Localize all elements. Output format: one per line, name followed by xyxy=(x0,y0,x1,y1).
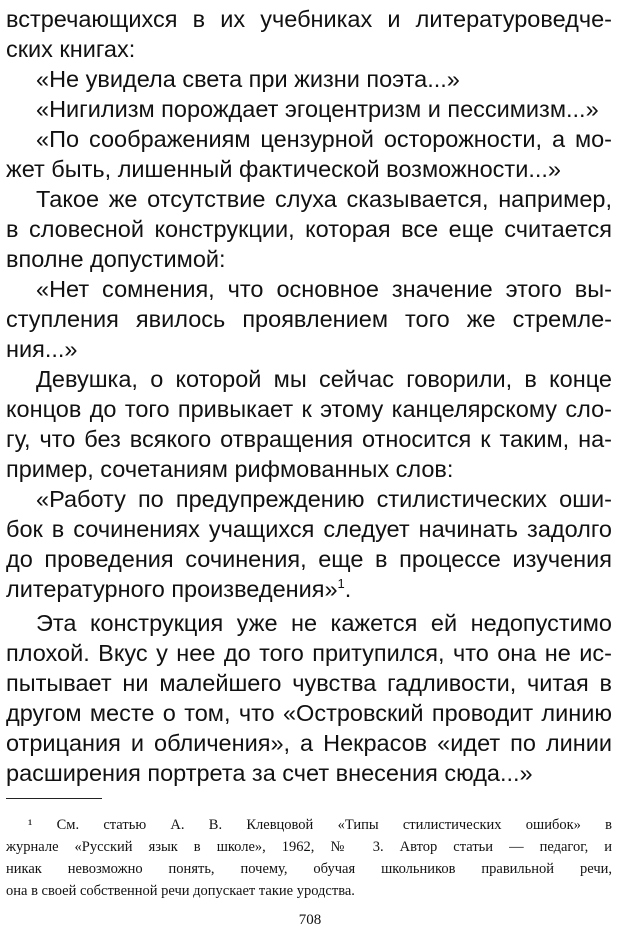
footnote-line: никак невозможно понять, почему, обучая школьников правильной речи, xyxy=(6,861,612,877)
text-line: ния...» xyxy=(6,336,78,362)
quote-line: «Нигилизм порождает эгоцентризм и пессимизм...» xyxy=(36,96,599,122)
quote-line: «По соображениям цензурной осторожности, а мо- xyxy=(36,126,612,152)
text-line: пример, сочетаниям рифмованных слов: xyxy=(6,456,454,482)
text-line: бок в сочинениях учащихся следует начинать задолго xyxy=(6,516,612,542)
text-line: концов до того привыкает к этому канцелярскому сло- xyxy=(6,396,612,422)
text-line: гу, что без всякого отвращения относится к таким, на- xyxy=(6,426,612,452)
text-line: ступления явилось проявлением того же стремле- xyxy=(6,306,612,332)
text-line: жет быть, лишенный фактической возможности...» xyxy=(6,156,561,182)
period: . xyxy=(344,576,352,602)
paragraph-start: Такое же отсутствие слуха сказывается, например, xyxy=(36,186,612,212)
text-line: отрицания и обличения», а Некрасов «идет по линии xyxy=(6,730,612,756)
paragraph-start: Девушка, о которой мы сейчас говорили, в конце xyxy=(36,366,612,392)
footnote-line: журнале «Русский язык в школе», 1962, № 3. Автор статьи — педагог, и xyxy=(6,839,612,855)
footnote-ref: 1 xyxy=(337,576,345,592)
text-span: литературного произведения» xyxy=(6,576,338,602)
text-line: вполне допустимой: xyxy=(6,246,226,272)
quote-line: «Не увидела света при жизни поэта...» xyxy=(36,66,460,92)
text-line: пытывает ни малейшего чувства гадливости, читая в xyxy=(6,670,612,696)
text-line: встречающихся в их учебниках и литературоведче- xyxy=(6,6,612,32)
text-line: ских книгах: xyxy=(6,36,136,62)
quote-line: «Нет сомнения, что основное значение этого вы- xyxy=(36,276,612,302)
footnote-line: она в своей собственной речи допускает такие уродства. xyxy=(6,883,355,899)
paragraph-start: Эта конструкция уже не кажется ей недопустимо xyxy=(36,610,612,636)
footnote-line: ¹ См. статью А. В. Клевцовой «Типы стилистических ошибок» в xyxy=(28,817,612,833)
text-line: другом месте о том, что «Островский проводит линию xyxy=(6,700,612,726)
text-line: в словесной конструкции, которая все еще считается xyxy=(6,216,612,242)
quote-line: «Работу по предупреждению стилистических оши- xyxy=(36,486,612,512)
text-line xyxy=(6,574,612,604)
page-number: 708 xyxy=(298,912,322,928)
footnote-divider xyxy=(6,798,102,799)
text-line: до проведения сочинения, еще в процессе изучения xyxy=(6,546,612,572)
text-line: плохой. Вкус у нее до того притупился, что она не ис- xyxy=(6,640,612,666)
text-line: расширения портрета за счет внесения сюда...» xyxy=(6,760,533,786)
